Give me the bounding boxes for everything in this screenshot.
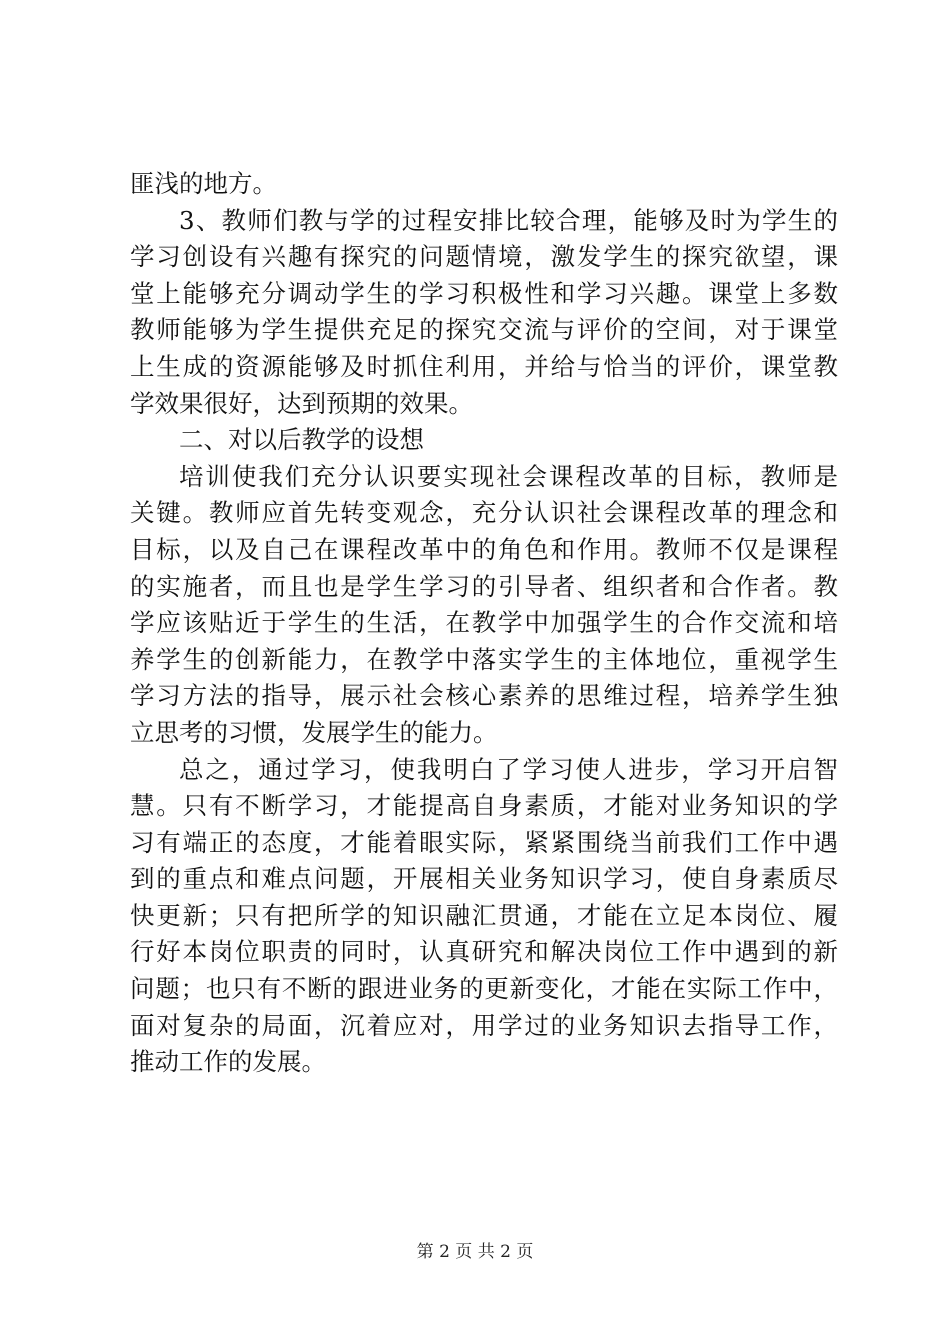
text-line: 养学生的创新能力，在教学中落实学生的主体地位，重视学生 — [130, 644, 838, 674]
text-line: 慧。只有不断学习，才能提高自身素质，才能对业务知识的学 — [130, 791, 838, 821]
text-line: 学应该贴近于学生的生活，在教学中加强学生的合作交流和培 — [130, 608, 838, 638]
text-line: 学效果很好，达到预期的效果。 — [130, 388, 473, 418]
text-line: 目标，以及自己在课程改革中的角色和作用。教师不仅是课程 — [130, 534, 838, 564]
text-line: 习有端正的态度，才能着眼实际，紧紧围绕当前我们工作中遇 — [130, 827, 838, 857]
document-body — [130, 166, 838, 1081]
text-line: 到的重点和难点问题，开展相关业务知识学习，使自身素质尽 — [130, 864, 838, 894]
text-line: 关键。教师应首先转变观念，充分认识社会课程改革的理念和 — [130, 498, 838, 528]
text-line: 学习方法的指导，展示社会核心素养的思维过程，培养学生独 — [130, 681, 838, 711]
text-line: 学习创设有兴趣有探究的问题情境，激发学生的探究欲望，课 — [130, 242, 838, 272]
text-line: 快更新；只有把所学的知识融汇贯通，才能在立足本岗位、履 — [130, 900, 838, 930]
text-line: 培训使我们充分认识要实现社会课程改革的目标，教师是 — [179, 461, 838, 491]
text-line: 3、教师们教与学的过程安排比较合理，能够及时为学生的 — [179, 205, 838, 235]
text-line: 上生成的资源能够及时抓住利用，并给与恰当的评价，课堂教 — [130, 351, 838, 381]
text-line: 教师能够为学生提供充足的探究交流与评价的空间，对于课堂 — [130, 315, 838, 345]
text-line: 面对复杂的局面，沉着应对，用学过的业务知识去指导工作， — [130, 1010, 838, 1040]
text-line: 总之，通过学习，使我明白了学习使人进步，学习开启智 — [179, 754, 838, 784]
page-footer: 第 2 页 共 2 页 — [416, 1242, 534, 1262]
text-line: 二、对以后教学的设想 — [179, 425, 424, 455]
text-line: 问题；也只有不断的跟进业务的更新变化，才能在实际工作中， — [130, 974, 838, 1004]
text-line: 的实施者，而且也是学生学习的引导者、组织者和合作者。教 — [130, 571, 838, 601]
text-line: 立思考的习惯，发展学生的能力。 — [130, 717, 498, 747]
text-line: 堂上能够充分调动学生的学习积极性和学习兴趣。课堂上多数 — [130, 278, 838, 308]
text-line: 推动工作的发展。 — [130, 1047, 326, 1077]
text-line: 匪浅的地方。 — [130, 169, 277, 198]
text-line: 行好本岗位职责的同时，认真研究和解决岗位工作中遇到的新 — [130, 937, 838, 967]
